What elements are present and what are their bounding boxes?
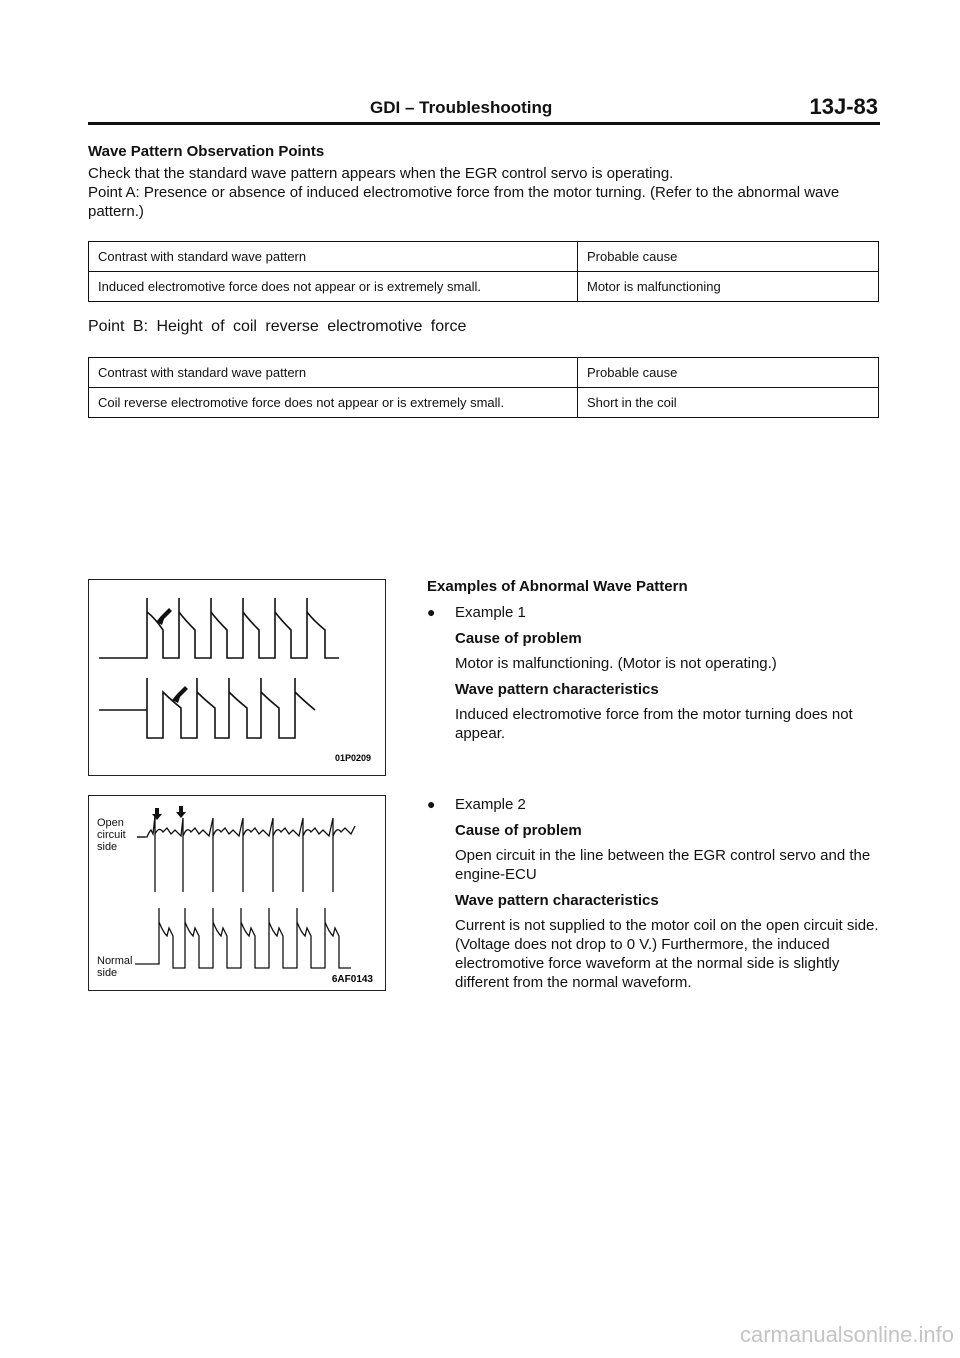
waveform-figure-1 [88, 579, 386, 776]
intro-line: Check that the standard wave pattern appears when the EGR control servo is operating. [88, 165, 674, 182]
characteristics-text: Induced electromotive force from the motor turning does not appear. [455, 706, 853, 742]
characteristics-title: Wave pattern characteristics [455, 681, 659, 698]
point-b-text: Point B: Height of coil reverse electromotive force [88, 318, 467, 335]
example-2-heading [427, 795, 882, 814]
watermark: carmanualsonline.info [739, 1322, 954, 1347]
header-title: GDI – Troubleshooting [370, 98, 553, 117]
header-rule [88, 122, 880, 125]
bullet-icon: ● [427, 604, 436, 620]
table-header-cell: Contrast with standard wave pattern [89, 242, 578, 272]
table-cell: Short in the coil [578, 388, 879, 418]
table-header-cell: Probable cause [578, 358, 879, 388]
table-header-cell: Contrast with standard wave pattern [89, 358, 578, 388]
table-row [89, 272, 879, 302]
cause-title: Cause of problem [455, 822, 582, 839]
waveform-figure-2 [88, 795, 386, 991]
open-circuit-label: Open [97, 817, 124, 829]
section-title: Wave Pattern Observation Points [88, 143, 325, 160]
table-header-row [89, 242, 879, 272]
point-a-text: Point A: Presence or absence of induced electromotive force from the motor turning. (Refer to the abnormal wave pattern.) [88, 184, 840, 220]
example-1-heading [427, 603, 882, 622]
normal-side-label: side [97, 967, 118, 979]
figure-code: 6AF0143 [331, 974, 373, 985]
examples-title: Examples of Abnormal Wave Pattern [427, 578, 688, 595]
example-2-block [427, 795, 882, 992]
table-row [89, 388, 879, 418]
table-header-row [89, 358, 879, 388]
figure-code: 01P0209 [334, 753, 371, 763]
example-2-label: Example 2 [455, 796, 526, 813]
table-cell: Induced electromotive force does not appear or is extremely small. [89, 272, 578, 302]
cause-text: Motor is malfunctioning. (Motor is not operating.) [455, 655, 777, 672]
table-header-cell: Probable cause [578, 242, 879, 272]
table-point-a [88, 241, 879, 302]
table-cell: Coil reverse electromotive force does not appear or is extremely small. [89, 388, 578, 418]
table-point-b [88, 357, 879, 418]
page-number: 13J-83 [809, 94, 878, 119]
table-cell: Motor is malfunctioning [578, 272, 879, 302]
cause-title: Cause of problem [455, 630, 582, 647]
normal-side-label: Normal [97, 955, 133, 967]
characteristics-text: Current is not supplied to the motor coil on the open circuit side. (Voltage does not drop to 0 V.) Furthermore, the induced electromotive force waveform at the normal side is slightly different from the normal waveform. [455, 917, 879, 991]
open-circuit-label: side [97, 841, 118, 853]
waveform-diagram-2 [89, 796, 385, 990]
open-circuit-label: circuit [97, 829, 126, 841]
cause-text: Open circuit in the line between the EGR control servo and the engine-ECU [455, 847, 871, 883]
examples-block [427, 577, 882, 743]
characteristics-title: Wave pattern characteristics [455, 892, 659, 909]
waveform-diagram-1 [89, 580, 385, 775]
example-1-label: Example 1 [455, 604, 526, 621]
bullet-icon: ● [427, 796, 436, 812]
